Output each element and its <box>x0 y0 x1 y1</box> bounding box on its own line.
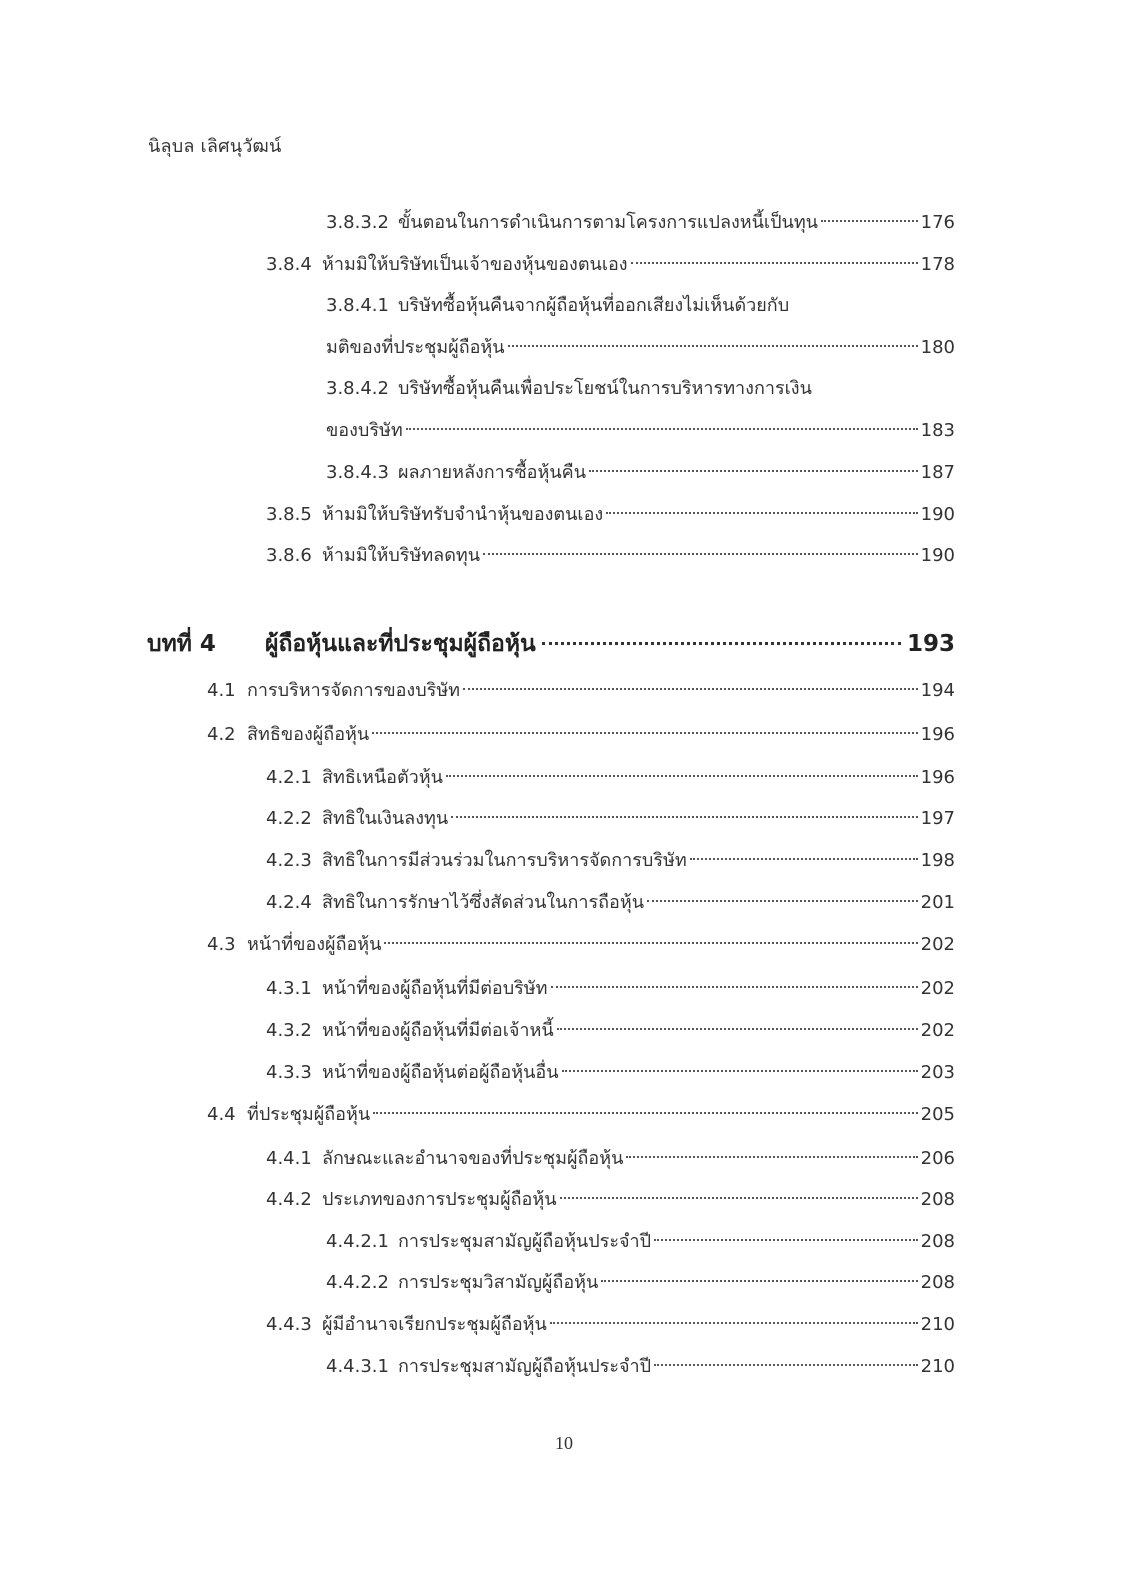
toc-entry <box>266 1310 955 1340</box>
toc-entry-number: 4.2.1 <box>266 767 312 788</box>
toc-entry-title: สิทธิในการรักษาไว้ซึ่งสัดส่วนในการถือหุ้น <box>322 892 645 913</box>
dot-leader <box>626 1156 917 1158</box>
toc-entry-continuation <box>326 416 955 446</box>
dot-leader <box>463 688 918 690</box>
dot-leader <box>606 512 917 514</box>
dot-leader <box>451 816 917 818</box>
toc-entry <box>266 804 955 834</box>
toc-entry-page: 183 <box>920 420 955 441</box>
toc-entry <box>266 974 955 1004</box>
dot-leader <box>508 345 918 347</box>
chapter-heading <box>147 626 955 660</box>
dot-leader <box>560 1197 918 1199</box>
toc-entry-number: 4.4.3.1 <box>326 1356 389 1377</box>
dot-leader <box>446 775 918 777</box>
toc-entry <box>266 500 955 530</box>
toc-entry-number: 4.3.2 <box>266 1020 312 1041</box>
toc-entry <box>266 1185 955 1215</box>
toc-entry-page: 206 <box>920 1148 955 1169</box>
toc-entry-page: 208 <box>920 1231 955 1252</box>
dot-leader <box>690 858 918 860</box>
toc-entry-title: ขั้นตอนในการดำเนินการตามโครงการแปลงหนี้เป็นทุน <box>398 212 818 233</box>
toc-entry-title: สิทธิของผู้ถือหุ้น <box>247 724 370 745</box>
dot-leader <box>551 986 918 988</box>
toc-entry-number: 4.2.2 <box>266 808 312 829</box>
toc-entry-title: หน้าที่ของผู้ถือหุ้นที่มีต่อบริษัท <box>322 978 548 999</box>
toc-entry-title: หน้าที่ของผู้ถือหุ้นที่มีต่อเจ้าหนี้ <box>322 1020 554 1041</box>
chapter-title: ผู้ถือหุ้นและที่ประชุมผู้ถือหุ้น <box>265 631 536 657</box>
toc-entry-number: 3.8.6 <box>266 545 312 566</box>
toc-entry <box>326 1352 955 1382</box>
toc-entry-title: การประชุมสามัญผู้ถือหุ้นประจำปี <box>398 1231 652 1252</box>
toc-entry-title: ที่ประชุมผู้ถือหุ้น <box>247 1104 371 1125</box>
toc-entry-number: 4.2.3 <box>266 850 312 871</box>
toc-entry-title: ห้ามมิให้บริษัทลดทุน <box>322 545 481 566</box>
toc-entry <box>207 720 955 750</box>
page-number: 10 <box>555 1433 573 1453</box>
toc-entry-continuation <box>326 333 955 363</box>
toc-entry-number: 4.4.1 <box>266 1148 312 1169</box>
chapter-label: บทที่ 4 <box>147 631 216 657</box>
toc-entry-page: 210 <box>920 1356 955 1377</box>
toc-entry-title: ประเภทของการประชุมผู้ถือหุ้น <box>322 1189 557 1210</box>
toc-entry-number: 3.8.4.3 <box>326 462 389 483</box>
toc-entry-number: 3.8.4.1 <box>326 295 389 316</box>
toc-entry-number: 3.8.4.2 <box>326 378 389 399</box>
toc-entry <box>326 374 955 404</box>
toc-entry-page: 198 <box>920 850 955 871</box>
toc-entry-number: 4.3.3 <box>266 1062 312 1083</box>
toc-entry <box>266 1144 955 1174</box>
toc-entry <box>207 676 955 706</box>
dot-leader <box>647 900 918 902</box>
toc-entry <box>266 250 955 280</box>
toc-entry-page: 203 <box>920 1062 955 1083</box>
toc-entry-page: 180 <box>920 337 955 358</box>
dot-leader <box>542 642 901 645</box>
toc-entry-title: สิทธิในการมีส่วนร่วมในการบริหารจัดการบริษัท <box>322 850 687 871</box>
dot-leader <box>483 553 918 555</box>
toc-entry <box>266 763 955 793</box>
toc-entry-title: ผลภายหลังการซื้อหุ้นคืน <box>398 462 586 483</box>
toc-entry-page: 196 <box>920 724 955 745</box>
toc-entry-number: 4.1 <box>207 680 236 701</box>
toc-entry <box>326 458 955 488</box>
toc-entry <box>266 846 955 876</box>
toc-entry-title: บริษัทซื้อหุ้นคืนเพื่อประโยชน์ในการบริหารทางการเงิน <box>398 378 812 399</box>
toc-entry <box>207 1100 955 1130</box>
toc-entry <box>207 930 955 960</box>
chapter-page: 193 <box>906 631 955 657</box>
dot-leader <box>654 1239 918 1241</box>
toc-entry-page: 196 <box>920 767 955 788</box>
toc-entry-page: 208 <box>920 1272 955 1293</box>
toc-entry-number: 4.4.2 <box>266 1189 312 1210</box>
dot-leader <box>589 470 918 472</box>
dot-leader <box>373 1112 918 1114</box>
toc-entry-page: 190 <box>920 504 955 525</box>
toc-entry-page: 190 <box>920 545 955 566</box>
toc-entry-page: 194 <box>920 680 955 701</box>
toc-entry-page: 210 <box>920 1314 955 1335</box>
dot-leader <box>372 732 917 734</box>
toc-entry-title: การประชุมสามัญผู้ถือหุ้นประจำปี <box>398 1356 652 1377</box>
toc-entry <box>326 208 955 238</box>
dot-leader <box>654 1364 918 1366</box>
toc-entry-title: สิทธิเหนือตัวหุ้น <box>322 767 443 788</box>
dot-leader <box>631 262 918 264</box>
toc-entry-number: 4.4.2.1 <box>326 1231 389 1252</box>
toc-entry <box>266 1058 955 1088</box>
author-header: นิลุบล เลิศนุวัฒน์ <box>148 136 282 157</box>
toc-entry-title: บริษัทซื้อหุ้นคืนจากผู้ถือหุ้นที่ออกเสียงไม่เห็นด้วยกับ <box>398 295 790 316</box>
toc-entry-page: 187 <box>920 462 955 483</box>
toc-entry-title: การประชุมวิสามัญผู้ถือหุ้น <box>398 1272 599 1293</box>
toc-entry-number: 3.8.4 <box>266 254 312 275</box>
dot-leader <box>557 1028 918 1030</box>
toc-entry-number: 4.2.4 <box>266 892 312 913</box>
toc-entry-title: ห้ามมิให้บริษัทเป็นเจ้าของหุ้นของตนเอง <box>322 254 628 275</box>
toc-entry <box>326 291 955 321</box>
dot-leader <box>821 220 918 222</box>
toc-entry-title: หน้าที่ของผู้ถือหุ้น <box>247 934 382 955</box>
toc-entry-number: 4.4.2.2 <box>326 1272 389 1293</box>
toc-entry-page: 205 <box>920 1104 955 1125</box>
dot-leader <box>562 1070 918 1072</box>
dot-leader <box>601 1280 917 1282</box>
toc-entry-number: 4.3.1 <box>266 978 312 999</box>
toc-entry-number: 3.8.5 <box>266 504 312 525</box>
toc-entry-number: 4.4.3 <box>266 1314 312 1335</box>
toc-entry-title: ผู้มีอำนาจเรียกประชุมผู้ถือหุ้น <box>322 1314 547 1335</box>
dot-leader <box>550 1322 918 1324</box>
toc-entry-title: ห้ามมิให้บริษัทรับจำนำหุ้นของตนเอง <box>322 504 604 525</box>
toc-entry-title: สิทธิในเงินลงทุน <box>322 808 449 829</box>
toc-entry-title: มติของที่ประชุมผู้ถือหุ้น <box>326 337 505 358</box>
toc-entry <box>266 888 955 918</box>
toc-entry-title: หน้าที่ของผู้ถือหุ้นต่อผู้ถือหุ้นอื่น <box>322 1062 559 1083</box>
toc-entry-page: 201 <box>920 892 955 913</box>
toc-entry-number: 3.8.3.2 <box>326 212 389 233</box>
toc-entry <box>326 1227 955 1257</box>
toc-entry-title: การบริหารจัดการของบริษัท <box>247 680 461 701</box>
toc-entry-page: 208 <box>920 1189 955 1210</box>
toc-entry-page: 176 <box>920 212 955 233</box>
dot-leader <box>384 942 917 944</box>
toc-entry <box>266 541 955 571</box>
toc-entry-page: 197 <box>920 808 955 829</box>
toc-entry-page: 202 <box>920 1020 955 1041</box>
toc-entry <box>326 1268 955 1298</box>
toc-entry-page: 202 <box>920 978 955 999</box>
toc-entry-number: 4.4 <box>207 1104 236 1125</box>
toc-entry-page: 202 <box>920 934 955 955</box>
toc-entry <box>266 1016 955 1046</box>
dot-leader <box>406 428 918 430</box>
toc-entry-title: ของบริษัท <box>326 420 403 441</box>
toc-entry-title: ลักษณะและอำนาจของที่ประชุมผู้ถือหุ้น <box>322 1148 624 1169</box>
toc-entry-number: 4.3 <box>207 934 236 955</box>
toc-entry-number: 4.2 <box>207 724 236 745</box>
toc-entry-page: 178 <box>920 254 955 275</box>
